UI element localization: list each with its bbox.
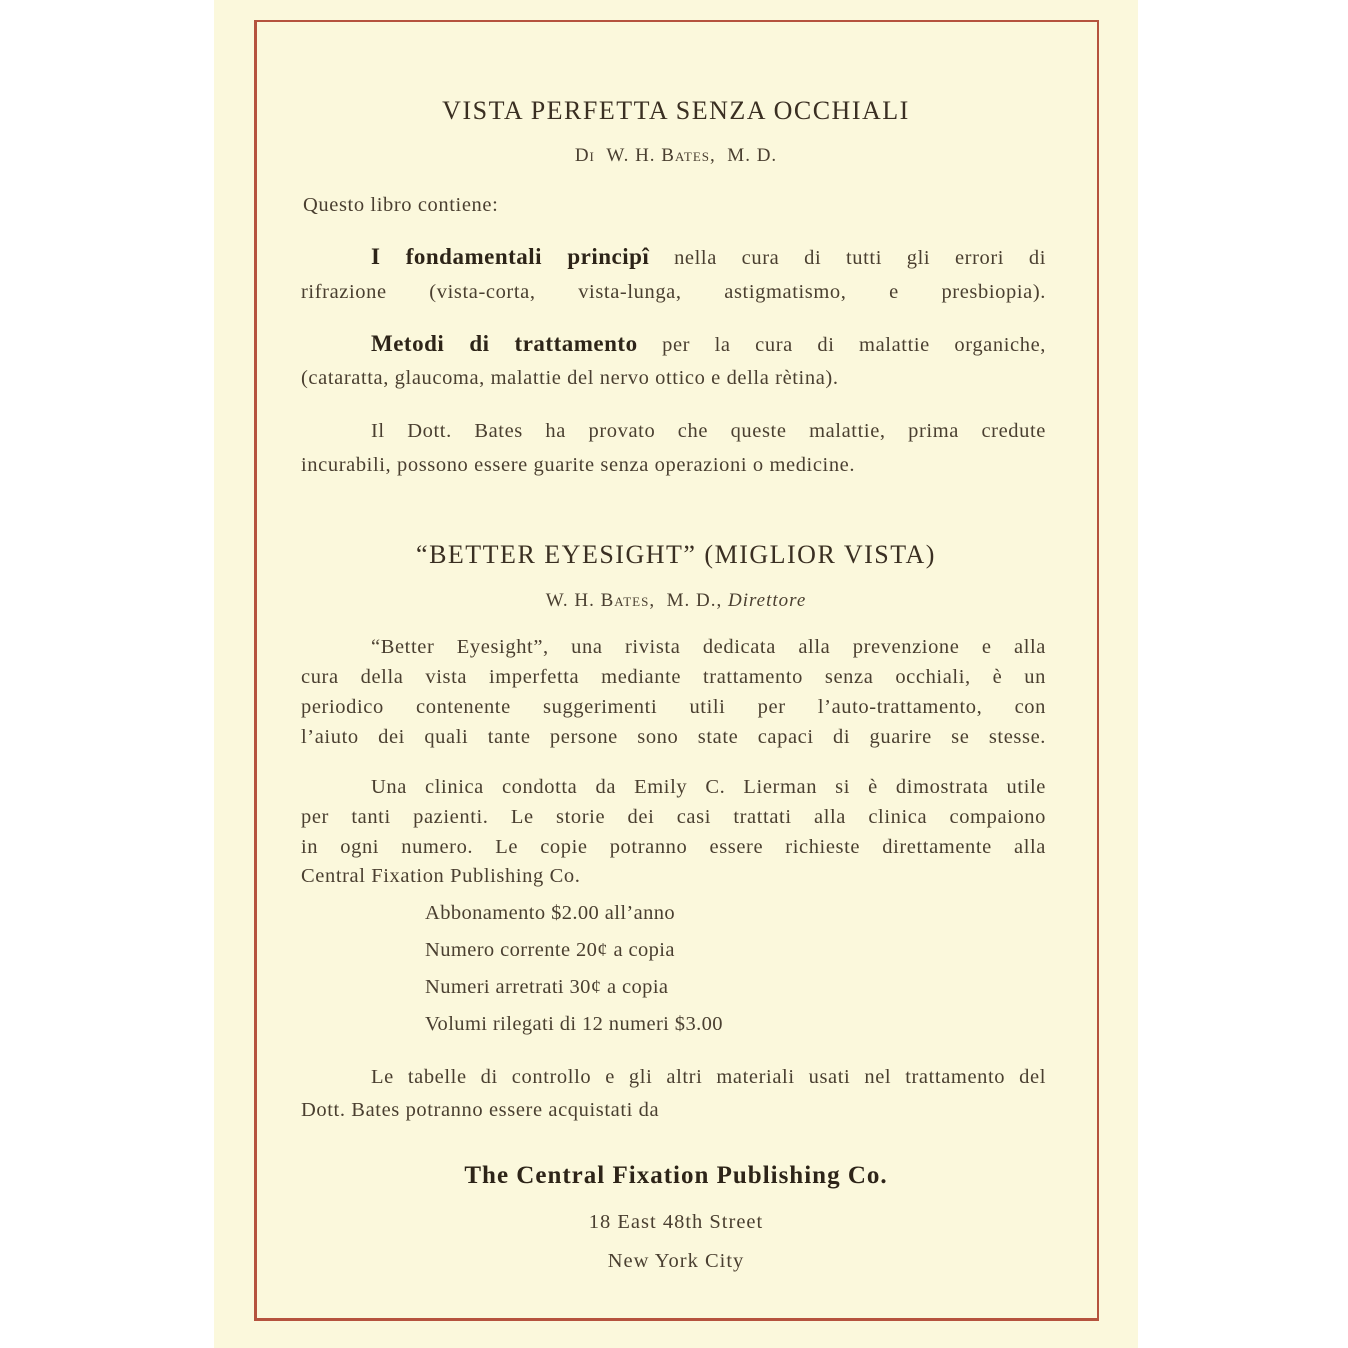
book-item-3-line-2: incurabili, possono essere guarite senza operazioni o medicine. bbox=[301, 454, 856, 476]
magazine-para-1-line-3: periodico contenente suggerimenti utili per l’auto-trattamento, con bbox=[301, 696, 1046, 718]
item-1-heading: I fondamentali principî bbox=[371, 244, 650, 269]
editor-name: W. H. Bates, bbox=[545, 590, 656, 611]
magazine-para-2-line-4: Central Fixation Publishing Co. bbox=[301, 865, 581, 887]
author-degree: M. D. bbox=[727, 145, 778, 166]
magazine-para-1-line-4: l’aiuto dei quali tante persone sono state capaci di guarire se stesse. bbox=[301, 726, 1046, 748]
item-2-heading: Metodi di trattamento bbox=[371, 331, 638, 356]
book-item-2-line-2: (cataratta, glaucoma, malattie del nervo ottico e della rètina). bbox=[301, 367, 839, 389]
book-item-2-line-1 bbox=[301, 331, 1046, 357]
author-name: W. H. Bates, bbox=[606, 145, 716, 166]
magazine-editor bbox=[214, 590, 1138, 612]
magazine-para-1-line-1: “Better Eyesight”, una rivista dedicata alla prevenzione e alla bbox=[371, 636, 1046, 658]
item-2-text: per la cura di malattie organiche, bbox=[662, 334, 1046, 356]
magazine-para-3-line-2: Dott. Bates potranno essere acquistati da bbox=[301, 1099, 660, 1121]
book-item-3-line-1: Il Dott. Bates ha provato che queste malattie, prima credute bbox=[371, 420, 1046, 442]
publisher-city: New York City bbox=[607, 1250, 745, 1272]
item-1-text: nella cura di tutti gli errori di bbox=[674, 247, 1046, 269]
book-item-1-line-2: rifrazione (vista-corta, vista-lunga, astigmatismo, e presbiopia). bbox=[301, 281, 1046, 303]
editor-degree: M. D., bbox=[666, 590, 723, 611]
price-back-issue: Numeri arretrati 30¢ a copia bbox=[425, 976, 669, 998]
book-intro: Questo libro contiene: bbox=[303, 194, 499, 216]
book-item-1-line-1 bbox=[301, 244, 1046, 270]
editor-role: Direttore bbox=[727, 590, 807, 611]
book-title: VISTA PERFETTA SENZA OCCHIALI bbox=[442, 96, 910, 125]
document-page bbox=[214, 0, 1138, 1348]
magazine-para-2-line-2: per tanti pazienti. Le storie dei casi trattati alla clinica compaiono bbox=[301, 806, 1046, 828]
price-current-issue: Numero corrente 20¢ a copia bbox=[425, 939, 675, 961]
book-author bbox=[214, 145, 1138, 167]
author-prefix: Di bbox=[574, 145, 595, 166]
magazine-para-3-line-1: Le tabelle di controllo e gli altri materiali usati nel trattamento del bbox=[371, 1066, 1046, 1088]
price-bound-volume: Volumi rilegati di 12 numeri $3.00 bbox=[425, 1013, 723, 1035]
magazine-para-1-line-2: cura della vista imperfetta mediante trattamento senza occhiali, è un bbox=[301, 666, 1046, 688]
magazine-title: “BETTER EYESIGHT” (MIGLIOR VISTA) bbox=[416, 540, 936, 569]
magazine-para-2-line-3: in ogni numero. Le copie potranno essere richieste direttamente alla bbox=[301, 836, 1046, 858]
price-subscription: Abbonamento $2.00 all’anno bbox=[425, 902, 676, 924]
publisher-name: The Central Fixation Publishing Co. bbox=[464, 1162, 888, 1189]
magazine-para-2-line-1: Una clinica condotta da Emily C. Lierman si è dimostrata utile bbox=[371, 776, 1046, 798]
publisher-street: 18 East 48th Street bbox=[588, 1211, 764, 1233]
